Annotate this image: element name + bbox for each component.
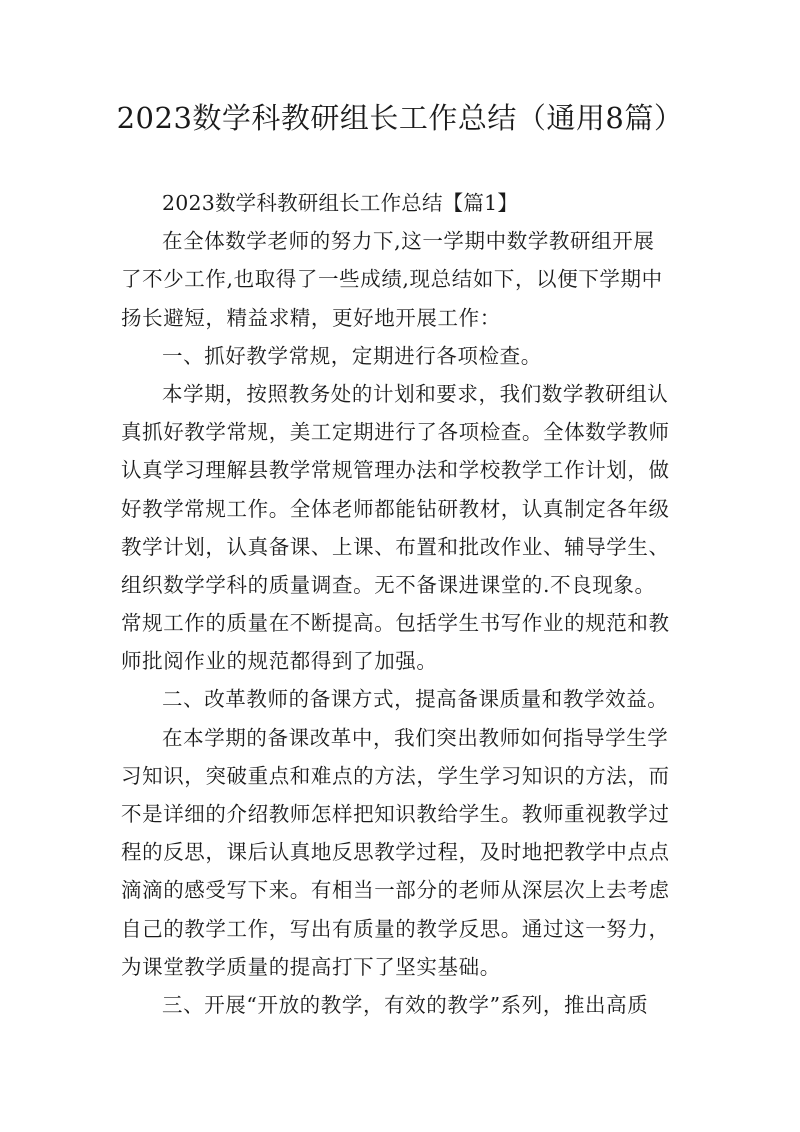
text-line: 教学计划，认真备课、上课、布置和批改作业、辅导学生、 — [121, 534, 670, 559]
section-heading: 2023数学科教研组长工作总结【篇1】 — [162, 191, 519, 215]
text-line: 滴滴的感受写下来。有相当一部分的老师从深层次上去考虑 — [121, 878, 670, 903]
text-line: 好教学常规工作。全体老师都能钻研教材，认真制定各年级 — [121, 496, 670, 521]
text-line: 一、抓好教学常规，定期进行各项检查。 — [162, 343, 542, 368]
text-line: 自己的教学工作，写出有质量的教学反思。通过这一努力， — [121, 916, 670, 941]
document-title: 2023数学科教研组长工作总结（通用8篇） — [116, 101, 684, 135]
text-line: 常规工作的质量在不断提高。包括学生书写作业的规范和教 — [121, 611, 670, 636]
document-body — [121, 184, 701, 1024]
text-line: 习知识，突破重点和难点的方法，学生学习知识的方法，而 — [121, 763, 670, 788]
text-line: 为课堂教学质量的提高打下了坚实基础。 — [121, 954, 501, 979]
text-line: 扬长避短，精益求精，更好地开展工作： — [121, 305, 501, 330]
text-line: 三、开展“开放的教学，有效的教学”系列，推出高质 — [162, 992, 649, 1017]
text-line: 不是详细的介绍教师怎样把知识教给学生。教师重视教学过 — [121, 802, 670, 826]
text-line: 师批阅作业的规范都得到了加强。 — [121, 649, 438, 674]
text-line: 二、改革教师的备课方式，提高备课质量和教学效益。 — [162, 687, 669, 712]
text-line: 本学期，按照教务处的计划和要求，我们数学教研组认 — [162, 381, 669, 406]
text-line: 在全体数学老师的努力下,这一学期中数学教研组开展 — [162, 229, 655, 254]
text-line: 认真学习理解县教学常规管理办法和学校教学工作计划，做 — [121, 458, 670, 483]
text-line: 组织数学学科的质量调查。无不备课进课堂的.不良现象。 — [121, 572, 656, 597]
text-line: 在本学期的备课改革中，我们突出教师如何指导学生学 — [162, 725, 669, 750]
text-line: 了不少工作,也取得了一些成绩,现总结如下，以便下学期中 — [121, 267, 663, 292]
text-line: 真抓好教学常规，美工定期进行了各项检查。全体数学教师 — [121, 420, 670, 445]
text-line: 程的反思，课后认真地反思教学过程，及时地把教学中点点 — [121, 840, 670, 865]
